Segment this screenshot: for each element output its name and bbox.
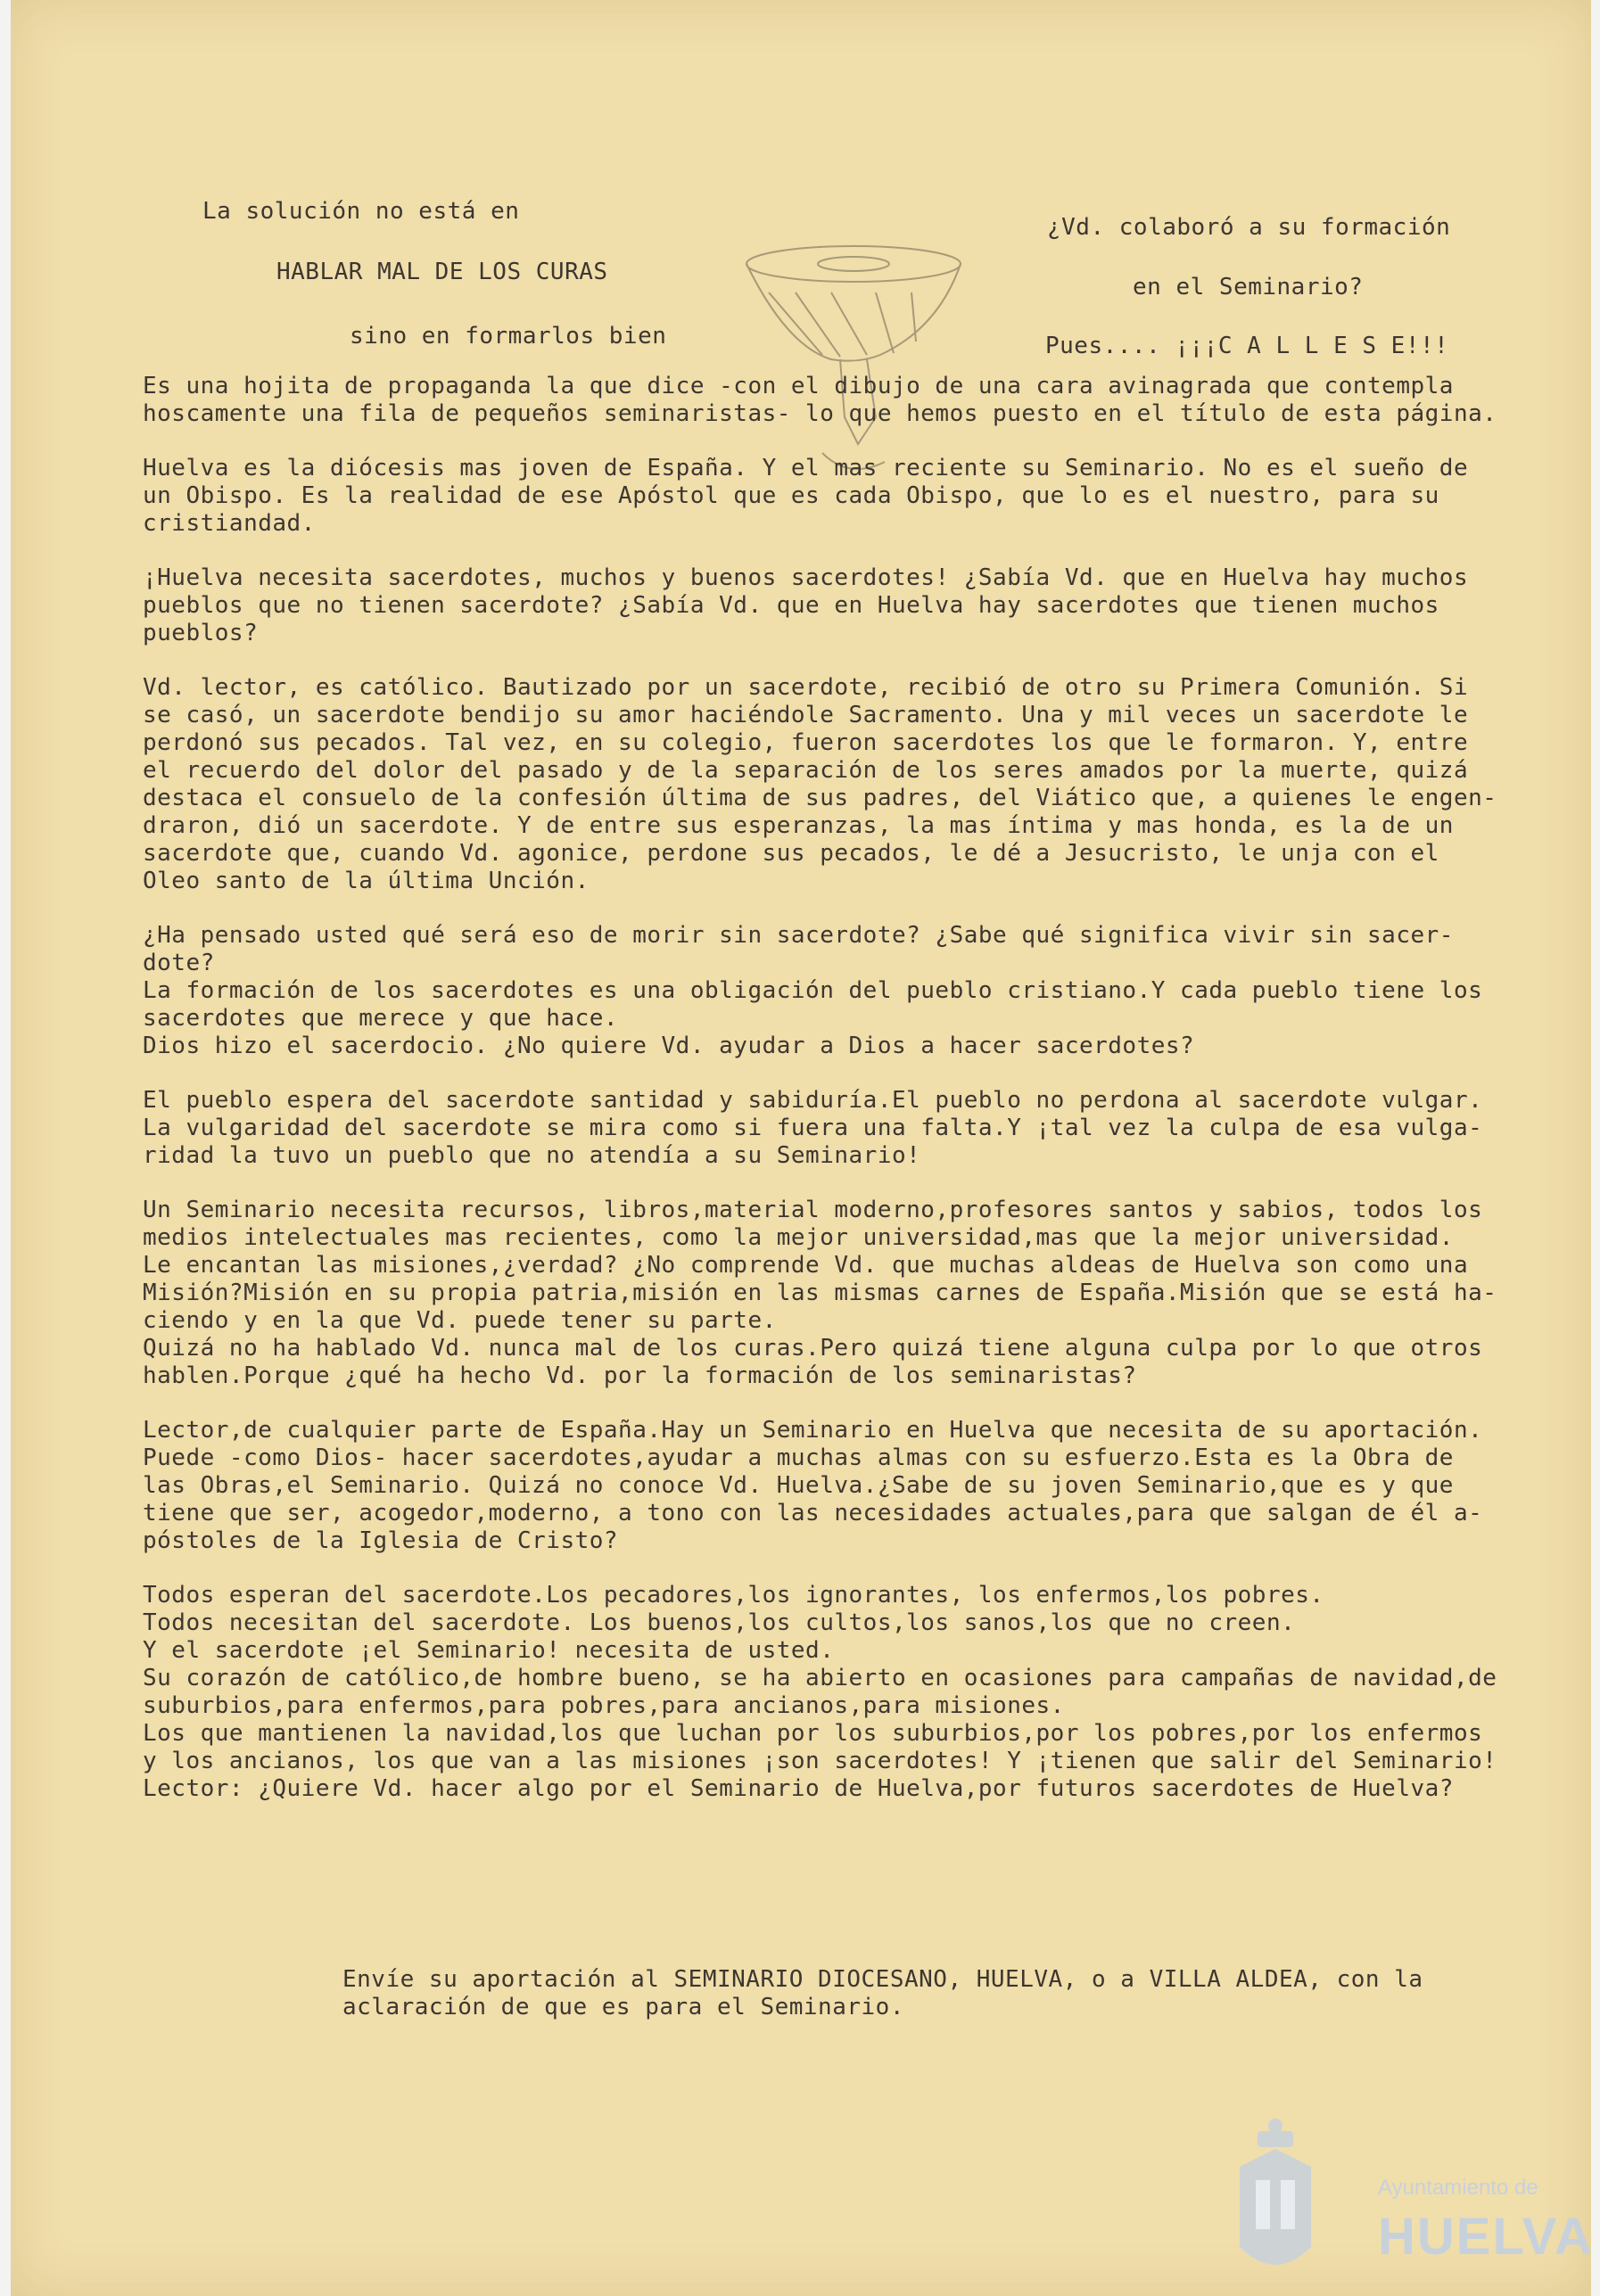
text-line: medios intelectuales mas recientes, como la mejor universidad,mas que la mejor universidad. — [143, 1224, 1454, 1251]
text-line: Misión?Misión en su propia patria,misión en las mismas carnes de España.Misión que se está ha- — [143, 1280, 1497, 1306]
paragraph-resources — [143, 1197, 1521, 1390]
header-left-line3: sino en formarlos bien — [350, 323, 667, 350]
text-line: Puede -como Dios- hacer sacerdotes,ayudar a muchas almas con su esfuerzo.Esta es la Obra de — [143, 1444, 1454, 1471]
text-line: y los ancianos, los que van a las misiones ¡son sacerdotes! Y ¡tienen que salir del Seminario! — [143, 1748, 1497, 1774]
text-line: Oleo santo de la última Unción. — [143, 868, 590, 894]
text-line: un Obispo. Es la realidad de ese Apóstol que es cada Obispo, que lo es el nuestro, para su — [143, 482, 1439, 509]
paragraph-everyone — [143, 1582, 1521, 1803]
text-line: La formación de los sacerdotes es una obligación del pueblo cristiano.Y cada pueblo tiene los — [143, 977, 1483, 1004]
header-left-line1: La solución no está en — [202, 198, 520, 225]
text-line: las Obras,el Seminario. Quizá no conoce Vd. Huelva.¿Sabe de su joven Seminario,que es y que — [143, 1472, 1454, 1499]
text-line: ridad la tuvo un pueblo que no atendía a su Seminario! — [143, 1142, 921, 1169]
text-line: Es una hojita de propaganda la que dice -con el dibujo de una cara avinagrada que contempla — [143, 373, 1454, 399]
paragraph-intro — [143, 373, 1521, 428]
text-line: Lector,de cualquier parte de España.Hay un Seminario en Huelva que necesita de su aportación. — [143, 1417, 1483, 1444]
text-line: Dios hizo el sacerdocio. ¿No quiere Vd. ayudar a Dios a hacer sacerdotes? — [143, 1033, 1195, 1059]
document-page — [11, 0, 1591, 2296]
text-line: tiene que ser, acogedor,moderno, a tono con las necesidades actuales,para que salgan de él a- — [143, 1500, 1483, 1527]
footer-line1: Envíe su aportación al SEMINARIO DIOCESANO, HUELVA, o a VILLA ALDEA, con la — [342, 1966, 1423, 1993]
text-line: Los que mantienen la navidad,los que luchan por los suburbios,por los pobres,por los enfermos — [143, 1720, 1483, 1747]
text-line: draron, dió un sacerdote. Y de entre sus esperanzas, la mas íntima y mas honda, es la de un — [143, 812, 1454, 839]
text-line: Lector: ¿Quiere Vd. hacer algo por el Seminario de Huelva,por futuros sacerdotes de Huelva? — [143, 1775, 1454, 1802]
paragraph-death — [143, 922, 1521, 1060]
header-right-line2: en el Seminario? — [1133, 274, 1364, 300]
text-line: cristiandad. — [143, 510, 316, 537]
watermark-line1: Ayuntamiento de — [1378, 2176, 1538, 2200]
text-line: hoscamente una fila de pequeños seminaristas- lo que hemos puesto en el título de esta página. — [143, 400, 1497, 427]
text-line: Y el sacerdote ¡el Seminario! necesita de usted. — [143, 1637, 835, 1664]
paragraph-reader — [143, 674, 1521, 895]
text-line: Quizá no ha hablado Vd. nunca mal de los curas.Pero quizá tiene alguna culpa por lo que otros — [143, 1335, 1483, 1362]
text-line: hablen.Porque ¿qué ha hecho Vd. por la formación de los seminaristas? — [143, 1362, 1137, 1389]
text-line: Vd. lector, es católico. Bautizado por un sacerdote, recibió de otro su Primera Comunión. Si — [143, 674, 1469, 701]
footer-instructions — [342, 1966, 1502, 2021]
text-line: Todos necesitan del sacerdote. Los buenos,los cultos,los sanos,los que no creen. — [143, 1609, 1296, 1636]
text-line: sacerdote que, cuando Vd. agonice, perdone sus pecados, le dé a Jesucristo, le unja con el — [143, 840, 1439, 867]
text-line: Le encantan las misiones,¿verdad? ¿No comprende Vd. que muchas aldeas de Huelva son como una — [143, 1252, 1469, 1279]
text-line: La vulgaridad del sacerdote se mira como si fuera una falta.Y ¡tal vez la culpa de esa vulga- — [143, 1115, 1483, 1141]
text-line: el recuerdo del dolor del pasado y de la separación de los seres amados por la muerte, quizá — [143, 757, 1469, 784]
text-line: destaca el consuelo de la confesión última de sus padres, del Viático que, a quienes le engen- — [143, 785, 1497, 811]
header-left-line2: HABLAR MAL DE LOS CURAS — [276, 259, 608, 285]
paragraph-appeal — [143, 1417, 1521, 1555]
text-line: sacerdotes que merece y que hace. — [143, 1005, 619, 1032]
header-right-line3: Pues.... ¡¡¡C A L L E S E!!! — [1045, 333, 1449, 359]
header-right-line1: ¿Vd. colaboró a su formación — [1047, 214, 1451, 241]
text-line: ciendo y en la que Vd. puede tener su parte. — [143, 1307, 777, 1334]
paragraph-holiness — [143, 1087, 1521, 1170]
paragraph-diocese — [143, 455, 1521, 538]
text-line: Un Seminario necesita recursos, libros,material moderno,profesores santos y sabios, todos los — [143, 1197, 1483, 1223]
text-line: suburbios,para enfermos,para pobres,para ancianos,para misiones. — [143, 1692, 1065, 1719]
body-text — [143, 373, 1521, 1830]
text-line: dote? — [143, 950, 215, 976]
text-line: ¿Ha pensado usted qué será eso de morir sin sacerdote? ¿Sabe qué significa vivir sin sacer- — [143, 922, 1454, 949]
text-line: pueblos? — [143, 620, 259, 646]
footer-line2: aclaración de que es para el Seminario. — [342, 1994, 904, 2020]
text-line: póstoles de la Iglesia de Cristo? — [143, 1527, 619, 1554]
text-line: Todos esperan del sacerdote.Los pecadores,los ignorantes, los enfermos,los pobres. — [143, 1582, 1324, 1609]
text-line: El pueblo espera del sacerdote santidad y sabiduría.El pueblo no perdona al sacerdote vulgar. — [143, 1087, 1483, 1114]
text-line: se casó, un sacerdote bendijo su amor haciéndole Sacramento. Una y mil veces un sacerdote le — [143, 702, 1469, 728]
text-line: Su corazón de católico,de hombre bueno, se ha abierto en ocasiones para campañas de navidad,de — [143, 1665, 1497, 1691]
text-line: Huelva es la diócesis mas joven de España. Y el mas reciente su Seminario. No es el sueño de — [143, 455, 1469, 481]
watermark-line2: HUELVA — [1378, 2208, 1594, 2266]
paragraph-need — [143, 564, 1521, 647]
text-line: ¡Huelva necesita sacerdotes, muchos y buenos sacerdotes! ¿Sabía Vd. que en Huelva hay muchos — [143, 564, 1469, 591]
text-line: perdonó sus pecados. Tal vez, en su colegio, fueron sacerdotes los que le formaron. Y, entre — [143, 729, 1469, 756]
text-line: pueblos que no tienen sacerdote? ¿Sabía Vd. que en Huelva hay sacerdotes que tienen muchos — [143, 592, 1439, 619]
